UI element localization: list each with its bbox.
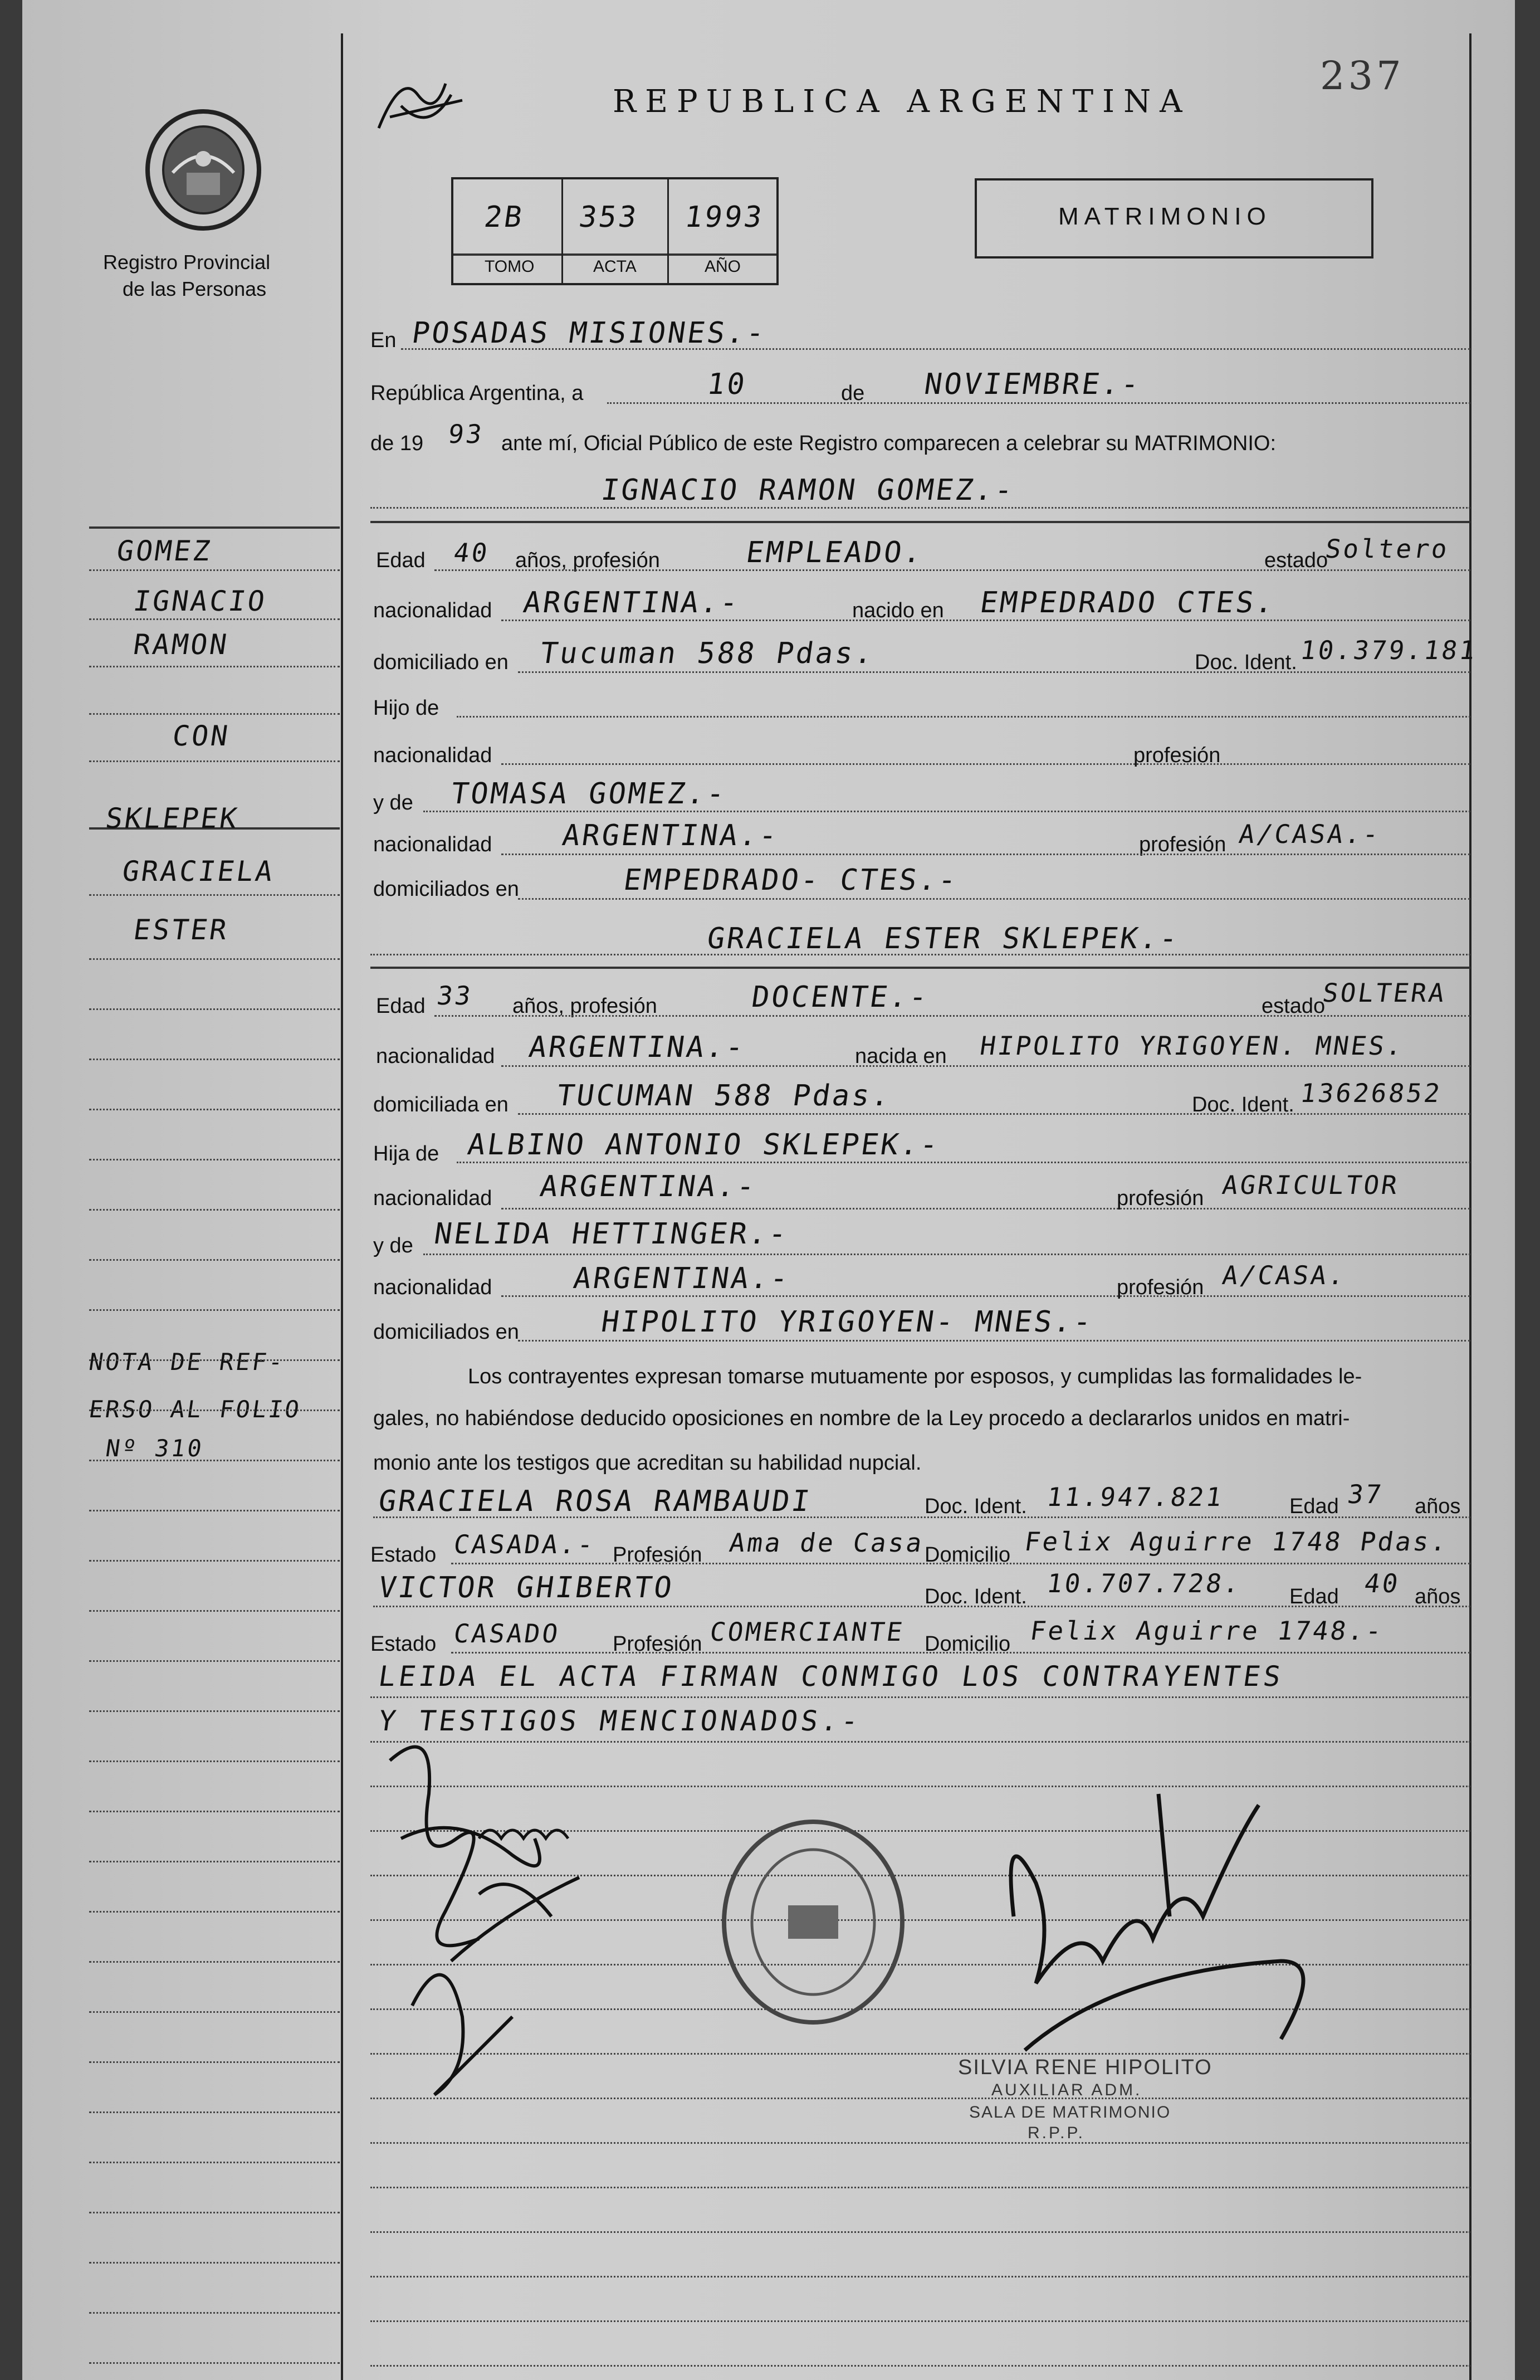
margin-line bbox=[89, 2162, 340, 2163]
bride-parents-dom-line bbox=[518, 1340, 1470, 1342]
margin-line bbox=[89, 1911, 340, 1913]
record-box-divider bbox=[453, 253, 776, 256]
groom-name-line bbox=[370, 507, 1470, 509]
top-initials-signature bbox=[368, 61, 479, 145]
ruled-line bbox=[370, 2187, 1470, 2188]
witness2-dom-label: Domicilio bbox=[925, 1632, 1011, 1656]
de-label: de bbox=[841, 382, 865, 405]
margin-line bbox=[89, 2111, 340, 2113]
witness2-name: VICTOR GHIBERTO bbox=[376, 1571, 676, 1604]
day-value: 10 bbox=[705, 368, 749, 401]
closing-line2: Y TESTIGOS MENCIONADOS.- bbox=[376, 1705, 864, 1737]
groom-mother-line bbox=[423, 811, 1470, 812]
margin-line bbox=[89, 1560, 340, 1562]
bride-yde-label: y de bbox=[373, 1234, 413, 1257]
witness1-estado-line bbox=[451, 1563, 1470, 1564]
ano-value: 1993 bbox=[682, 201, 766, 234]
margin-note3: Nº 310 bbox=[104, 1435, 206, 1462]
closing-line1-rule bbox=[370, 1696, 1470, 1698]
witness1-doc-label: Doc. Ident. bbox=[925, 1495, 1027, 1518]
groom-mother: TOMASA GOMEZ.- bbox=[448, 777, 729, 811]
record-box-sep1 bbox=[561, 179, 563, 283]
officer-title1: AUXILIAR ADM. bbox=[991, 2081, 1142, 2099]
witness1-line bbox=[373, 1516, 1470, 1518]
right-margin-line bbox=[1469, 33, 1471, 2380]
bride-father-prof: AGRICULTOR bbox=[1220, 1170, 1401, 1200]
contrayentes-signatures bbox=[368, 1727, 657, 2128]
month-value: NOVIEMBRE.- bbox=[922, 368, 1143, 401]
margin-line bbox=[89, 2011, 340, 2013]
bride-name-line bbox=[370, 954, 1470, 955]
margin-line bbox=[89, 1510, 340, 1511]
witness2-line bbox=[373, 1606, 1470, 1607]
groom-estado-label: estado bbox=[1264, 549, 1328, 572]
bride-parents-dom-label: domiciliados en bbox=[373, 1320, 519, 1344]
margin-line bbox=[89, 1460, 340, 1461]
declaration-line2: gales, no habiéndose deducido oposiciones en nombre de la Ley procedo a declararlos unidos en matri- bbox=[373, 1407, 1350, 1430]
year-value: 93 bbox=[446, 419, 486, 449]
margin-line bbox=[89, 1961, 340, 1963]
bride-profession: DOCENTE.- bbox=[749, 981, 931, 1014]
registry-name-line2: de las Personas bbox=[123, 277, 267, 300]
bride-parents-address: HIPOLITO YRIGOYEN- MNES.- bbox=[599, 1305, 1096, 1339]
page-number: 237 bbox=[1320, 53, 1405, 99]
bride-hija-line bbox=[457, 1162, 1470, 1163]
ruled-line bbox=[370, 2276, 1470, 2277]
margin-line bbox=[89, 618, 340, 620]
witness1-doc: 11.947.821 bbox=[1045, 1482, 1226, 1512]
bride-father-nac-label: nacionalidad bbox=[373, 1187, 492, 1210]
groom-name: IGNACIO RAMON GOMEZ.- bbox=[599, 474, 1017, 507]
margin-line bbox=[89, 1660, 340, 1662]
officer-signature bbox=[969, 1749, 1326, 2072]
de19-label: de 19 bbox=[370, 432, 424, 455]
witness1-anos-label: años bbox=[1415, 1495, 1461, 1518]
witness1-dom-label: Domicilio bbox=[925, 1543, 1011, 1567]
margin-note2: ERSO AL FOLIO bbox=[87, 1396, 304, 1423]
witness2-anos-label: años bbox=[1415, 1585, 1461, 1608]
margin-rule bbox=[89, 526, 340, 529]
witness1-age: 37 bbox=[1346, 1479, 1386, 1509]
groom-hijo-line bbox=[457, 716, 1470, 718]
ruled-line bbox=[370, 2320, 1470, 2322]
officer-title3: R.P.P. bbox=[1028, 2124, 1085, 2142]
country-title: REPUBLICA ARGENTINA bbox=[613, 84, 1191, 120]
witness1-dom: Felix Aguirre 1748 Pdas. bbox=[1023, 1526, 1451, 1557]
groom-nacido-label: nacido en bbox=[852, 599, 944, 622]
bride-nacida-label: nacida en bbox=[855, 1045, 947, 1068]
margin-bride-name1: GRACIELA bbox=[120, 855, 277, 887]
groom-doc-label: Doc. Ident. bbox=[1195, 651, 1297, 674]
witness1-name: GRACIELA ROSA RAMBAUDI bbox=[376, 1485, 814, 1518]
groom-mother-nac-label: nacionalidad bbox=[373, 833, 492, 856]
groom-mother-prof-label: profesión bbox=[1139, 833, 1226, 856]
bride-mother-nat: ARGENTINA.- bbox=[571, 1262, 793, 1295]
margin-line bbox=[89, 1610, 340, 1612]
groom-nac-line bbox=[501, 620, 1470, 621]
witness2-doc-label: Doc. Ident. bbox=[925, 1585, 1027, 1608]
bride-nac-line bbox=[501, 1065, 1470, 1067]
margin-line bbox=[89, 1410, 340, 1411]
groom-parents-dom-label: domiciliados en bbox=[373, 877, 519, 901]
tomo-label: TOMO bbox=[485, 257, 535, 276]
margin-line bbox=[89, 666, 340, 667]
margin-line bbox=[89, 569, 340, 571]
groom-profession: EMPLEADO. bbox=[744, 536, 926, 569]
bride-estado: SOLTERA bbox=[1321, 978, 1449, 1008]
groom-edad-line bbox=[434, 569, 1470, 571]
republica-label: República Argentina, a bbox=[370, 382, 584, 405]
bride-father-nac-line bbox=[501, 1208, 1470, 1209]
bride-father-nat: ARGENTINA.- bbox=[537, 1170, 759, 1203]
en-label: En bbox=[370, 329, 397, 352]
groom-mother-nat: ARGENTINA.- bbox=[560, 819, 781, 852]
witness2-estado: CASADO bbox=[452, 1618, 562, 1649]
margin-line bbox=[89, 1008, 340, 1010]
margin-line bbox=[89, 2212, 340, 2213]
witness2-dom: Felix Aguirre 1748.- bbox=[1028, 1616, 1386, 1646]
groom-address: Tucuman 588 Pdas. bbox=[537, 637, 877, 670]
margin-line bbox=[89, 760, 340, 762]
bride-edad-line bbox=[434, 1015, 1470, 1017]
margin-line bbox=[89, 2362, 340, 2364]
officer-name: SILVIA RENE HIPOLITO bbox=[958, 2056, 1213, 2079]
margin-line bbox=[89, 1059, 340, 1060]
ruled-line bbox=[370, 2365, 1470, 2367]
groom-yde-label: y de bbox=[373, 791, 413, 815]
place-value: POSADAS MISIONES.- bbox=[409, 316, 769, 350]
bride-mother-line bbox=[423, 1254, 1470, 1255]
ruled-line bbox=[370, 2142, 1470, 2144]
record-box-sep2 bbox=[667, 179, 669, 283]
groom-parents-dom-line bbox=[518, 898, 1470, 900]
margin-line bbox=[89, 894, 340, 896]
witness2-prof-label: Profesión bbox=[613, 1632, 702, 1656]
witness1-edad-label: Edad bbox=[1289, 1495, 1339, 1518]
groom-parents-address: EMPEDRADO- CTES.- bbox=[621, 864, 961, 897]
bride-divider bbox=[370, 967, 1470, 969]
groom-age: 40 bbox=[452, 538, 492, 568]
registry-name-line1: Registro Provincial bbox=[103, 251, 271, 274]
margin-line bbox=[89, 1109, 340, 1110]
tomo-value: 2B bbox=[482, 201, 526, 234]
bride-hija-label: Hija de bbox=[373, 1142, 439, 1165]
groom-estado: Soltero bbox=[1323, 534, 1451, 564]
bride-address: TUCUMAN 588 Pdas. bbox=[554, 1079, 894, 1113]
bride-birthplace: HIPOLITO YRIGOYEN. MNES. bbox=[978, 1031, 1406, 1061]
groom-father-prof-label: profesión bbox=[1133, 744, 1221, 767]
appear-text: ante mí, Oficial Público de este Registro comparecen a celebrar su MATRIMONIO: bbox=[501, 432, 1277, 455]
groom-nac-label: nacionalidad bbox=[373, 599, 492, 622]
acta-value: 353 bbox=[576, 201, 641, 234]
witness2-doc: 10.707.728. bbox=[1045, 1568, 1244, 1598]
margin-line bbox=[89, 1811, 340, 1812]
groom-father-nac-line bbox=[501, 763, 1470, 765]
witness2-prof: COMERCIANTE bbox=[708, 1617, 907, 1647]
witness1-estado: CASADA.- bbox=[452, 1529, 598, 1559]
bride-father-prof-label: profesión bbox=[1117, 1187, 1204, 1210]
margin-line bbox=[89, 2061, 340, 2063]
margin-line bbox=[89, 958, 340, 960]
bride-nac-label: nacionalidad bbox=[376, 1045, 495, 1068]
witness2-edad-label: Edad bbox=[1289, 1585, 1339, 1608]
bride-mother: NELIDA HETTINGER.- bbox=[432, 1217, 791, 1251]
bride-edad-label: Edad bbox=[376, 994, 426, 1018]
margin-note1: NOTA DE REF- bbox=[87, 1348, 287, 1376]
bride-mother-prof-label: profesión bbox=[1117, 1276, 1204, 1299]
groom-edad-label: Edad bbox=[376, 549, 426, 572]
bride-nationality: ARGENTINA.- bbox=[526, 1031, 748, 1064]
margin-line bbox=[89, 713, 340, 715]
groom-mother-prof: A/CASA.- bbox=[1237, 819, 1383, 849]
bride-doc: 13626852 bbox=[1298, 1078, 1444, 1108]
witness1-prof: Ama de Casa bbox=[727, 1528, 926, 1558]
groom-mother-nac-line bbox=[501, 854, 1470, 855]
groom-hijo-label: Hijo de bbox=[373, 696, 439, 720]
witness1-estado-label: Estado bbox=[370, 1543, 437, 1567]
bride-mother-prof: A/CASA. bbox=[1220, 1260, 1348, 1290]
margin-line bbox=[89, 2312, 340, 2314]
closing-line1: LEIDA EL ACTA FIRMAN CONMIGO LOS CONTRAYENTES bbox=[376, 1660, 1286, 1693]
bride-dom-label: domiciliada en bbox=[373, 1093, 509, 1116]
witness2-estado-line bbox=[451, 1652, 1470, 1654]
declaration-line3: monio ante los testigos que acreditan su habilidad nupcial. bbox=[373, 1451, 922, 1475]
margin-line bbox=[89, 1861, 340, 1862]
official-round-seal bbox=[713, 1811, 913, 2033]
ruled-line bbox=[370, 2231, 1470, 2233]
groom-anos-label: años, profesión bbox=[515, 549, 660, 572]
margin-groom-surname: GOMEZ bbox=[114, 535, 214, 567]
bride-estado-label: estado bbox=[1262, 994, 1326, 1018]
officer-title2: SALA DE MATRIMONIO bbox=[969, 2103, 1171, 2121]
margin-line bbox=[89, 1359, 340, 1361]
witness1-prof-label: Profesión bbox=[613, 1543, 702, 1567]
acta-label: ACTA bbox=[593, 257, 637, 276]
groom-doc: 10.379.181 bbox=[1298, 635, 1479, 665]
margin-bride-name2: ESTER bbox=[131, 914, 231, 946]
witness2-estado-label: Estado bbox=[370, 1632, 437, 1656]
place-line bbox=[401, 348, 1470, 350]
groom-dom-line bbox=[518, 671, 1470, 673]
groom-nationality: ARGENTINA.- bbox=[521, 586, 742, 620]
declaration-line1: Los contrayentes expresan tomarse mutuamente por esposos, y cumplidas las formalidades le- bbox=[468, 1365, 1362, 1388]
bride-mother-nac-label: nacionalidad bbox=[373, 1276, 492, 1299]
margin-groom-name2: RAMON bbox=[131, 628, 231, 661]
margin-con: CON bbox=[170, 720, 232, 752]
groom-father-nac-label: nacionalidad bbox=[373, 744, 492, 767]
record-type: MATRIMONIO bbox=[1058, 203, 1272, 230]
margin-line bbox=[89, 1309, 340, 1311]
margin-line bbox=[89, 1259, 340, 1261]
bride-doc-label: Doc. Ident. bbox=[1192, 1093, 1294, 1116]
margin-groom-name1: IGNACIO bbox=[131, 585, 269, 617]
witness2-age: 40 bbox=[1362, 1568, 1402, 1598]
bride-dom-line bbox=[518, 1113, 1470, 1115]
bride-father: ALBINO ANTONIO SKLEPEK.- bbox=[465, 1128, 942, 1162]
margin-bride-surname: SKLEPEK bbox=[103, 802, 241, 835]
bride-mother-nac-line bbox=[501, 1295, 1470, 1297]
groom-dom-label: domiciliado en bbox=[373, 651, 509, 674]
left-margin-line bbox=[341, 33, 343, 2380]
groom-divider bbox=[370, 521, 1470, 523]
margin-line bbox=[89, 2262, 340, 2264]
date-line bbox=[607, 402, 1470, 404]
margin-line bbox=[89, 1760, 340, 1762]
groom-birthplace: EMPEDRADO CTES. bbox=[977, 586, 1278, 620]
bride-name: GRACIELA ESTER SKLEPEK.- bbox=[705, 922, 1182, 955]
margin-line bbox=[89, 1710, 340, 1712]
bride-anos-label: años, profesión bbox=[512, 994, 657, 1018]
marriage-record-page bbox=[22, 0, 1515, 2380]
bride-age: 33 bbox=[435, 981, 475, 1011]
margin-line bbox=[89, 1159, 340, 1160]
ano-label: AÑO bbox=[705, 257, 741, 276]
margin-line bbox=[89, 1209, 340, 1211]
province-emblem-icon bbox=[139, 106, 267, 234]
